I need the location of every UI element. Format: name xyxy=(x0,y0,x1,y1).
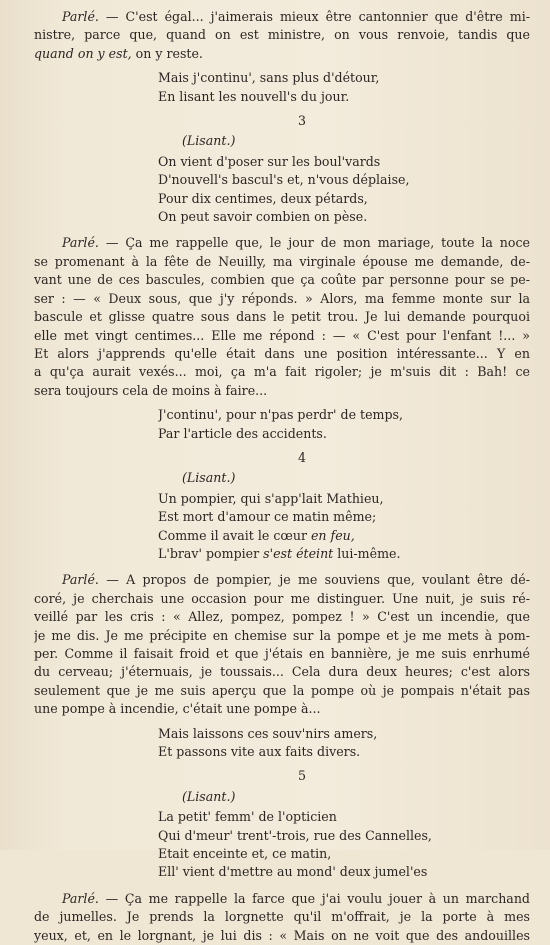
text-fragment: — Ça me rappelle que, le jour de mon mariage, toute la noce xyxy=(105,235,530,251)
verse-line xyxy=(158,545,530,563)
verse-2 xyxy=(158,153,530,227)
italic-fragment: en feu, xyxy=(310,527,355,543)
spoken-paragraph-4 xyxy=(34,890,530,945)
verse-line: Mais j'continu', sans plus d'détour, xyxy=(158,70,380,86)
text-line: nistre, parce que, quand on est ministre, on vous renvoie, tandis que xyxy=(34,27,530,43)
stage-direction xyxy=(182,132,530,150)
text-line: seulement que je me suis aperçu que la pompe où je pompais n'était pas xyxy=(34,682,530,698)
verse-line: Est mort d'amour ce matin même; xyxy=(158,509,377,525)
text-line: Et alors j'apprends qu'elle était dans une position intéressante... Y en xyxy=(34,345,530,361)
speaker-label: Parlé. xyxy=(62,9,99,24)
spoken-paragraph-3 xyxy=(34,571,530,718)
verse-line xyxy=(158,527,530,545)
text-line: vant une de ces bascules, combien que ça coûte par personne pour se pe- xyxy=(34,272,530,288)
verse-line: En lisant les nouvell's du jour. xyxy=(158,88,350,104)
speaker-label: Parlé. xyxy=(62,572,99,588)
verse-line: Mais laissons ces souv'nirs amers, xyxy=(158,725,378,741)
italic-fragment: quand on y est, xyxy=(34,45,132,61)
text-fragment: — A propos de pompier, je me souviens que, voulant être dé- xyxy=(106,572,530,588)
lisant-label: (Lisant.) xyxy=(182,470,236,486)
text-line: yeux, et, en le lorgnant, je lui dis : « Mais on ne voit que des andouilles xyxy=(34,927,530,943)
verse-1 xyxy=(158,69,530,106)
text-fragment: — C'est égal... j'aimerais mieux être cantonnier que d'être mi- xyxy=(105,9,530,24)
verse-4 xyxy=(158,490,530,564)
text-line: ser : — « Deux sous, que j'y réponds. » Alors, ma femme monte sur la xyxy=(34,290,530,306)
verse-line: On vient d'poser sur les boul'vards xyxy=(158,153,381,169)
page-text xyxy=(34,8,530,945)
text-line: veillé par les cris : « Allez, pompez, pompez ! » C'est un incendie, que xyxy=(34,609,530,625)
text-line xyxy=(34,890,530,908)
text-line: per. Comme il faisait froid et que j'étais en bannière, je me suis enrhumé xyxy=(34,646,530,661)
verse-5 xyxy=(158,725,530,762)
text-line: a qu'ça aurait vexés... moi, ça m'a fait rigoler; je m'suis dit : Bah! ce xyxy=(34,364,530,380)
text-line xyxy=(34,8,530,26)
text-line: bascule et glisse quatre sous dans le petit trou. Je lui demande pourquoi xyxy=(34,309,530,325)
lisant-label: (Lisant.) xyxy=(182,788,236,804)
verse-line: Ell' vient d'mettre au mond' deux jumel'es xyxy=(158,864,428,880)
spoken-paragraph-1 xyxy=(34,8,530,63)
verse-line: Qui d'meur' trent'-trois, rue des Cannelles, xyxy=(158,827,432,843)
text-line xyxy=(34,234,530,252)
text-line xyxy=(34,571,530,589)
stage-direction xyxy=(182,469,530,487)
verse-line: Etait enceinte et, ce matin, xyxy=(158,846,332,862)
verse-line: D'nouvell's bascul's et, n'vous déplaise, xyxy=(158,172,410,188)
verse-3 xyxy=(158,406,530,443)
text-fragment: L'brav' pompier xyxy=(158,545,260,561)
verse-line: J'continu', pour n'pas perdr' de temps, xyxy=(158,407,404,423)
text-line: sera toujours cela de moins à faire... xyxy=(34,382,268,398)
text-line: coré, je cherchais une occasion pour me distinguer. Une nuit, je suis ré- xyxy=(34,590,530,606)
italic-fragment: s'est éteint xyxy=(263,545,334,561)
spoken-paragraph-2 xyxy=(34,234,530,400)
speaker-label: Parlé. xyxy=(62,890,99,906)
stanza-number-5: 5 xyxy=(297,768,306,784)
text-line: je me dis. Je me précipite en chemise sur la pompe et je me mets à pom- xyxy=(34,627,530,643)
verse-line: Un pompier, qui s'app'lait Mathieu, xyxy=(158,490,384,506)
speaker-label: Parlé. xyxy=(62,235,99,251)
text-line: se promenant à la fête de Neuilly, ma virginale épouse me demande, de- xyxy=(34,253,530,269)
text-line: elle met vingt centimes... Elle me répond : — « C'est pour l'enfant !... » xyxy=(34,327,530,343)
stage-direction xyxy=(182,788,530,806)
verse-6 xyxy=(158,808,530,882)
stanza-number-4: 4 xyxy=(297,449,306,465)
text-line: une pompe à incendie, c'était une pompe à... xyxy=(34,701,321,717)
lisant-label: (Lisant.) xyxy=(182,133,236,149)
text-fragment: lui-même. xyxy=(337,545,401,561)
text-fragment: — Ça me rappelle la farce que j'ai voulu jouer à un marchand xyxy=(105,890,530,906)
stanza-number-3: 3 xyxy=(297,113,306,129)
text-fragment: Comme il avait le cœur xyxy=(158,527,307,543)
verse-line: Par l'article des accidents. xyxy=(158,425,327,441)
text-fragment: on y reste. xyxy=(135,45,203,61)
text-line: de jumelles. Je prends la lorgnette qu'il m'offrait, je la porte à mes xyxy=(34,909,530,925)
verse-line: La petit' femm' de l'opticien xyxy=(158,809,337,825)
text-line: du cerveau; j'éternuais, je toussais... Cela dura deux heures; c'est alors xyxy=(34,664,530,680)
verse-line: Et passons vite aux faits divers. xyxy=(158,744,361,760)
verse-line: On peut savoir combien on pèse. xyxy=(158,209,368,225)
verse-line: Pour dix centimes, deux pétards, xyxy=(158,190,368,206)
text-line xyxy=(34,45,530,63)
